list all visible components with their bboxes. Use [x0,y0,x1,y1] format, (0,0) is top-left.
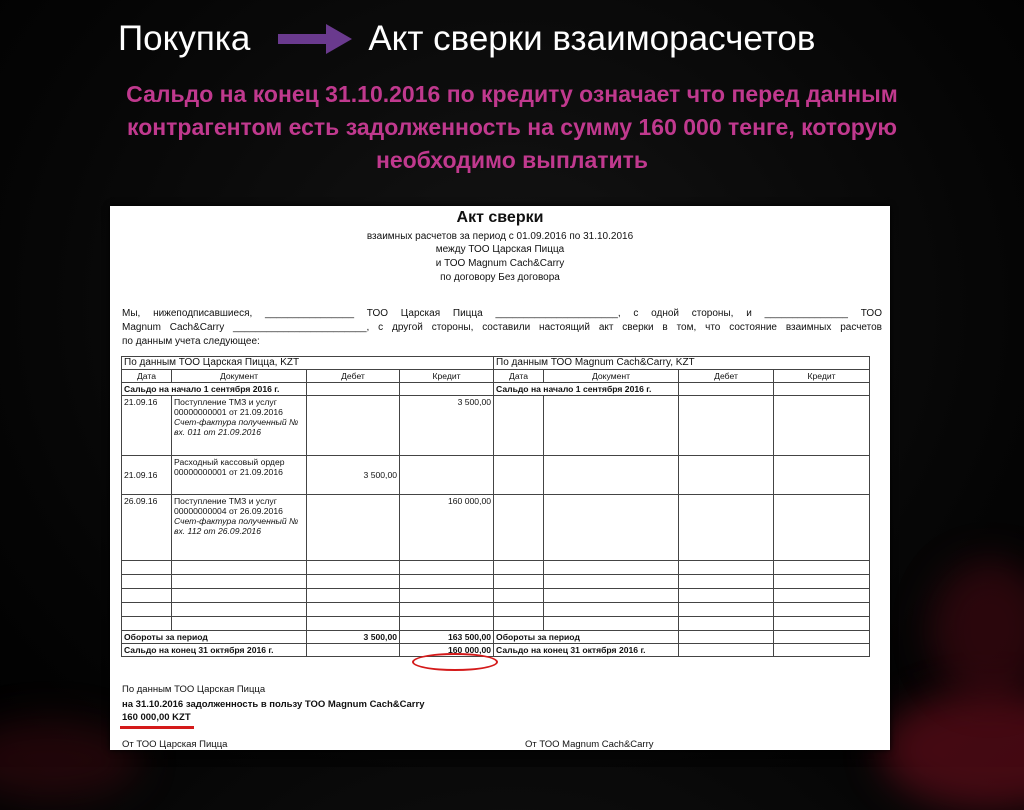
subtitle-line: Сальдо на конец 31.10.2016 по кредиту означает что перед данным [126,81,898,107]
column-header: Дебет [679,370,774,383]
column-header: Дата [494,370,544,383]
highlight-underline [120,726,194,729]
arrow-right-icon [278,19,352,59]
reconciliation-document [110,206,890,750]
table-row [122,396,870,456]
title-right: Акт сверки взаиморасчетов [368,19,816,58]
left-party-header: По данным ТОО Царская Пицца, KZT [122,357,494,370]
row-debit [307,396,400,456]
row-credit: 3 500,00 [400,396,494,456]
slide-title [118,16,815,62]
slide-subtitle [40,78,984,177]
subtitle-line: необходимо выплатить [375,147,649,173]
empty-row [122,575,870,589]
row-credit [400,456,494,495]
highlight-oval [412,653,498,671]
footer-debt-line: на 31.10.2016 задолженность в пользу ТОО Magnum Cach&Carry [122,699,425,710]
document-header-line: между ТОО Царская Пицца [435,244,565,255]
column-header: Документ [544,370,679,383]
document-name: Расходный кассовый ордер 00000000001 от 21.09.2016 [174,457,285,477]
footer-line: По данным ТОО Царская Пицца [122,684,266,695]
column-header: Дата [122,370,172,383]
document-note: Счет-фактура полученный № вх. 112 от 26.09.2016 [174,516,299,536]
empty-row [122,589,870,603]
column-header: Документ [172,370,307,383]
signature-right: От ТОО Magnum Cach&Carry [525,739,654,750]
corner-glow [880,690,1024,810]
document-title: Акт сверки [456,209,544,226]
turnover-debit: 3 500,00 [307,631,400,644]
intro-line: Мы, нижеподписавшиеся, ________________ ТОО Царская Пицца ______________________, с одной стороны, и _______________ ТОО [122,308,882,319]
turnover-label: Обороты за период [122,631,307,644]
column-header: Кредит [400,370,494,383]
row-debit: 3 500,00 [307,456,400,495]
intro-line: по данным учета следующее: [122,336,260,347]
right-party-header: По данным ТОО Magnum Cach&Carry, KZT [494,357,870,370]
footer-amount: 160 000,00 KZT [122,712,191,723]
table-row [122,456,870,495]
row-document [172,456,307,495]
signature-left: От ТОО Царская Пицца [122,739,228,750]
empty-row [122,561,870,575]
opening-balance-label: Сальдо на начало 1 сентября 2016 г. [122,383,307,396]
turnover-credit: 163 500,00 [400,631,494,644]
document-note: Счет-фактура полученный № вх. 011 от 21.09.2016 [174,417,299,437]
title-left: Покупка [118,19,251,58]
empty-row [122,617,870,631]
document-header-line: и ТОО Magnum Cach&Carry [435,258,565,269]
document-name: Поступление ТМЗ и услуг 00000000001 от 21.09.2016 [174,397,283,417]
reconciliation-table [121,356,870,657]
opening-balance-label: Сальдо на начало 1 сентября 2016 г. [494,383,679,396]
document-name: Поступление ТМЗ и услуг 00000000004 от 26.09.2016 [174,496,283,516]
closing-balance-label: Сальдо на конец 31 октября 2016 г. [494,644,679,657]
row-date: 26.09.16 [122,495,172,561]
intro-paragraph [122,307,882,349]
closing-balance-credit: 160 000,00 [400,644,494,657]
subtitle-line: контрагентом есть задолженность на сумму 160 000 тенге, которую [127,114,897,140]
document-header-line: по договору Без договора [440,272,560,283]
turnover-label: Обороты за период [494,631,679,644]
row-credit: 160 000,00 [400,495,494,561]
column-header: Кредит [774,370,870,383]
document-header-line: взаимных расчетов за период с 01.09.2016 по 31.10.2016 [366,231,634,242]
table-row [122,495,870,561]
empty-row [122,603,870,617]
row-date: 21.09.16 [122,456,172,495]
row-date: 21.09.16 [122,396,172,456]
corner-glow [930,560,1024,700]
column-header: Дебет [307,370,400,383]
row-document [172,396,307,456]
closing-balance-label: Сальдо на конец 31 октября 2016 г. [122,644,307,657]
row-document [172,495,307,561]
intro-line: Magnum Cach&Carry ________________________, с другой стороны, составили настоящий акт сверки в том, что состояние взаимных расчетов [122,322,882,333]
row-debit [307,495,400,561]
